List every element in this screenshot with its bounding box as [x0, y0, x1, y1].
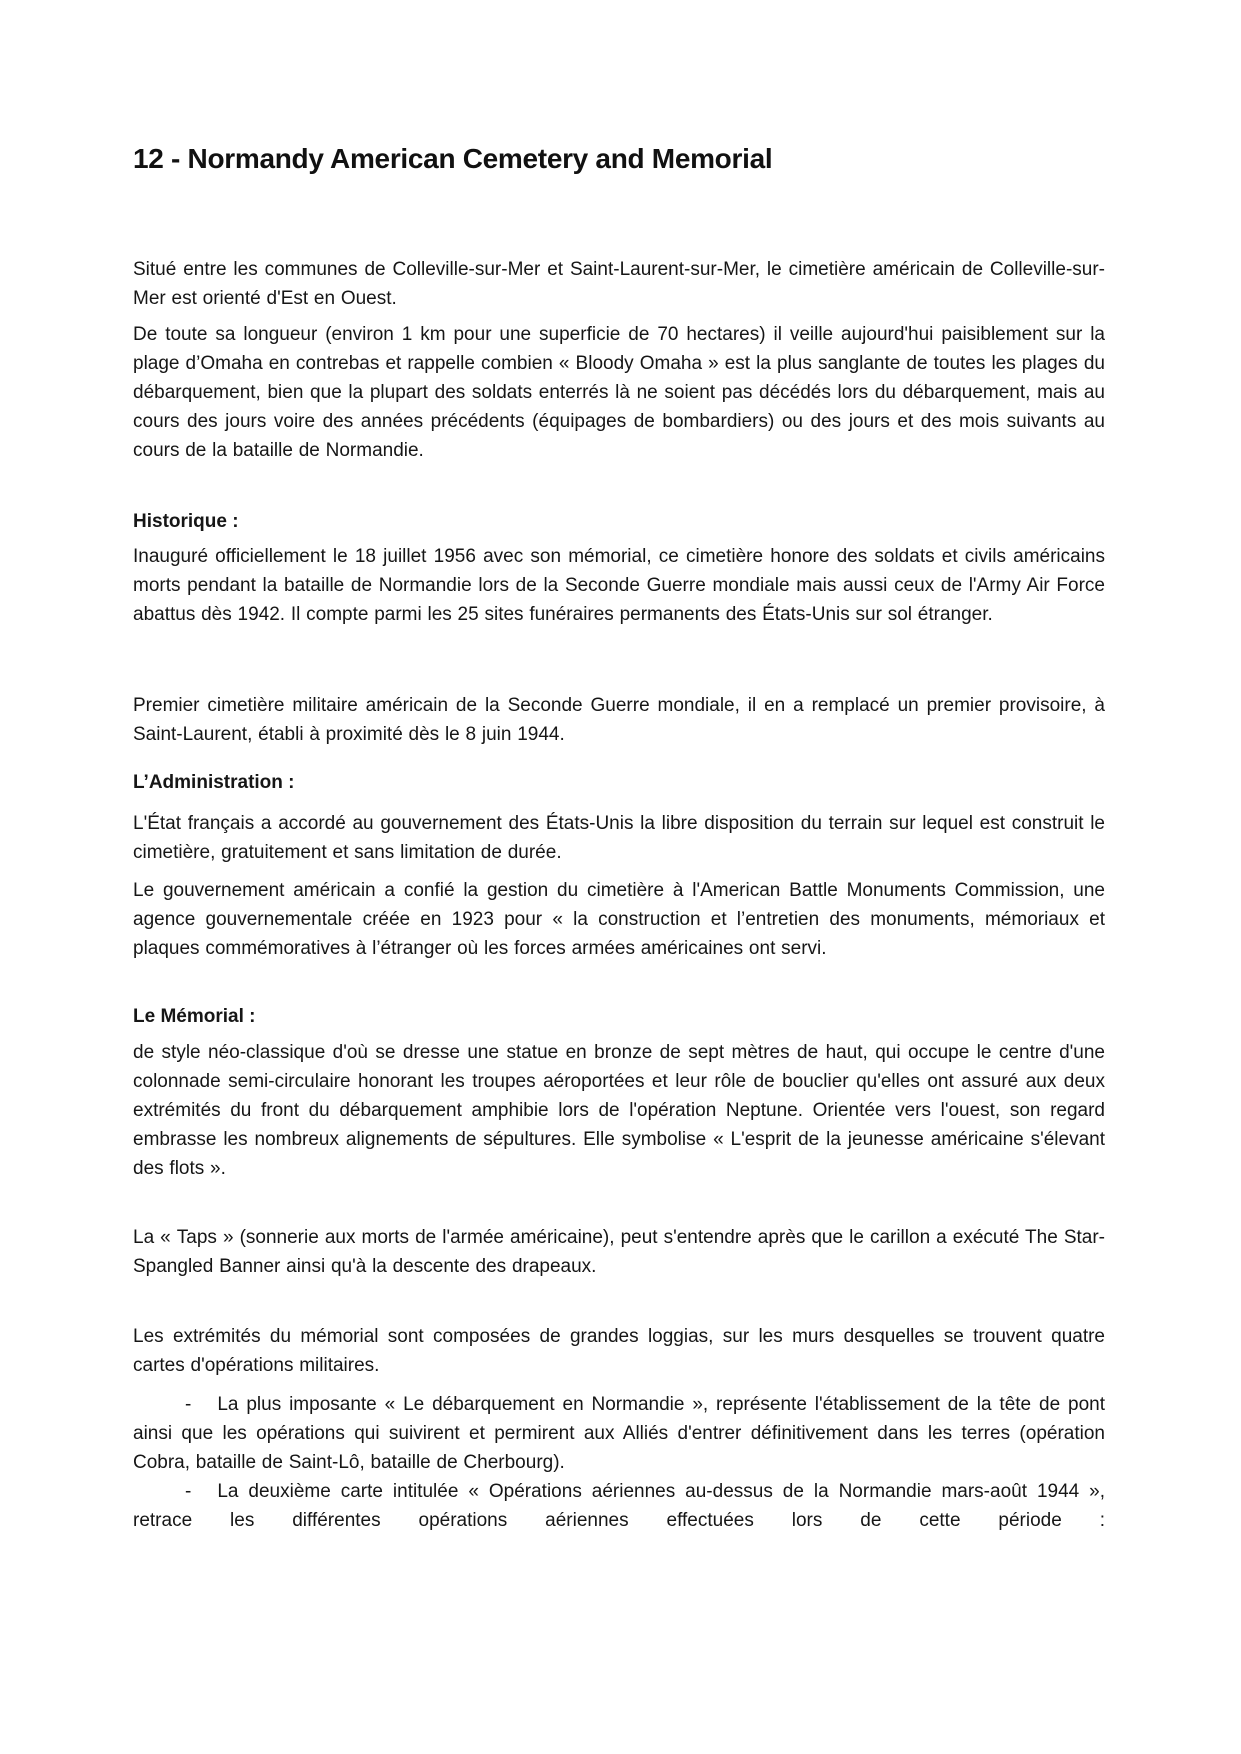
bullet-text: La deuxième carte intitulée « Opérations aériennes au-dessus de la Normandie mars-août 1944 », retrace les différentes opérations aériennes effectuées lors de cette période :	[133, 1481, 1105, 1531]
section-heading-memorial: Le Mémorial :	[133, 1006, 256, 1027]
bullet-text: La plus imposante « Le débarquement en Normandie », représente l'établissement de la tête de pont ainsi que les opérations qui suivirent et permirent aux Alliés d'entrer définitivement dans les terres (opération Cobra, bataille de Saint-Lô, bataille de Cherbourg).	[133, 1394, 1105, 1473]
paragraph-memorial-loggias: Les extrémités du mémorial sont composées de grandes loggias, sur les murs desquelles se trouvent quatre cartes d'opérations militaires.	[133, 1326, 1105, 1376]
paragraph-historique-premier-cimetiere: Premier cimetière militaire américain de la Seconde Guerre mondiale, il en a remplacé un premier provisoire, à Saint-Laurent, établi à proximité dès le 8 juin 1944.	[133, 695, 1105, 745]
paragraph-memorial-statue: de style néo-classique d'où se dresse une statue en bronze de sept mètres de haut, qui occupe le centre d'une colonnade semi-circulaire honorant les troupes aéroportées et leur rôle de bouclier qu'elles ont assuré aux deux extrémités du front du débarquement amphibie lors de l'opération Neptune. Orientée vers l'ouest, son regard embrasse les nombreux alignements de sépultures. Elle symbolise « L'esprit de la jeunesse américaine s'élevant des flots ».	[133, 1042, 1105, 1179]
page-title: 12 - Normandy American Cemetery and Memorial	[133, 143, 773, 174]
bullet-dash: -	[185, 1394, 192, 1415]
paragraph-memorial-taps: La « Taps » (sonnerie aux morts de l'armée américaine), peut s'entendre après que le carillon a exécuté The Star-Spangled Banner ainsi qu'à la descente des drapeaux.	[133, 1227, 1105, 1277]
section-heading-administration: L’Administration :	[133, 772, 295, 793]
section-heading-historique: Historique :	[133, 511, 239, 532]
paragraph-intro-description: De toute sa longueur (environ 1 km pour une superficie de 70 hectares) il veille aujourd'hui paisiblement sur la plage d’Omaha en contrebas et rappelle combien « Bloody Omaha » est la plus sanglante de toutes les plages du débarquement, bien que la plupart des soldats enterrés là ne soient pas décédés lors du débarquement, mais au cours des jours voire des années précédents (équipages de bombardiers) ou des jours et des mois suivants au cours de la bataille de Normandie.	[133, 324, 1105, 461]
paragraph-intro-location: Situé entre les communes de Colleville-sur-Mer et Saint-Laurent-sur-Mer, le cimetière américain de Colleville-sur-Mer est orienté d'Est en Ouest.	[133, 259, 1105, 309]
paragraph-historique-inauguration: Inauguré officiellement le 18 juillet 1956 avec son mémorial, ce cimetière honore des soldats et civils américains morts pendant la bataille de Normandie lors de la Seconde Guerre mondiale mais aussi ceux de l'Army Air Force abattus dès 1942. Il compte parmi les 25 sites funéraires permanents des États-Unis sur sol étranger.	[133, 546, 1105, 625]
list-item-carte-operations-aeriennes	[133, 1477, 1105, 1535]
paragraph-administration-abmc: Le gouvernement américain a confié la gestion du cimetière à l'American Battle Monuments Commission, une agence gouvernementale créée en 1923 pour « la construction et l’entretien des monuments, mémoriaux et plaques commémoratives à l’étranger où les forces armées américaines ont servi.	[133, 880, 1105, 959]
paragraph-administration-etat-francais: L'État français a accordé au gouvernement des États-Unis la libre disposition du terrain sur lequel est construit le cimetière, gratuitement et sans limitation de durée.	[133, 813, 1105, 863]
list-item-carte-debarquement	[133, 1390, 1105, 1477]
bullet-dash: -	[185, 1481, 192, 1502]
